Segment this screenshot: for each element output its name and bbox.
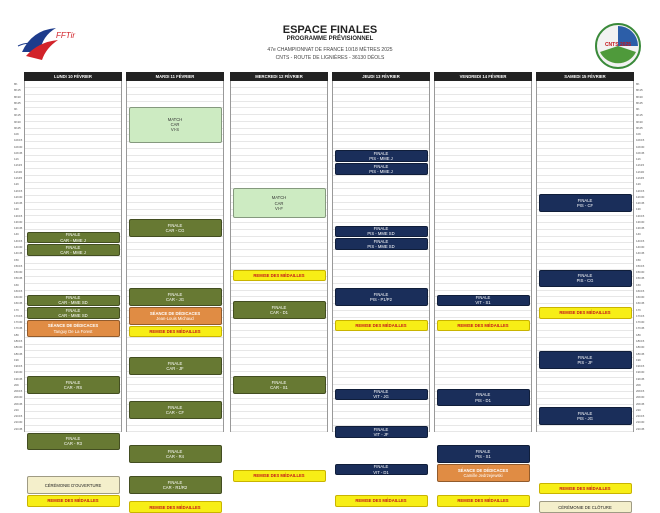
time-label: 12h15 xyxy=(636,188,645,193)
schedule-event[interactable] xyxy=(539,270,632,288)
fftir-logo xyxy=(12,22,82,66)
time-label: 11h30 xyxy=(636,169,645,174)
schedule-event[interactable] xyxy=(129,326,222,338)
schedule-event[interactable] xyxy=(437,389,530,407)
schedule-event[interactable] xyxy=(539,407,632,425)
time-label: 9h45 xyxy=(14,125,21,130)
time-label: 19h xyxy=(636,357,642,362)
event-line: VI-F xyxy=(275,205,283,211)
time-label: 14h30 xyxy=(14,244,23,249)
event-line: FINALE xyxy=(65,245,81,251)
schedule-event[interactable] xyxy=(539,351,632,369)
time-label: 21h30 xyxy=(14,420,23,425)
event-line: FINALE xyxy=(373,426,389,432)
schedule-event[interactable] xyxy=(27,232,120,244)
schedule-event[interactable] xyxy=(437,295,530,307)
time-label: 19h30 xyxy=(636,370,645,375)
schedule-event[interactable] xyxy=(233,270,326,282)
time-label: 17h45 xyxy=(14,326,23,331)
event-line: SÉANCE DE DÉDICACES xyxy=(149,310,201,316)
time-label: 13h xyxy=(14,207,20,212)
schedule-event[interactable] xyxy=(437,445,530,463)
schedule-event[interactable] xyxy=(27,244,120,256)
event-line: VIT - S1 xyxy=(475,300,491,306)
time-label: 11h xyxy=(14,157,19,162)
event-line: CAR - MME SD xyxy=(58,312,88,318)
event-line: FINALE xyxy=(167,448,183,454)
event-line: CAR - MME J xyxy=(60,237,86,243)
time-label: 18h45 xyxy=(14,351,23,356)
event-line: REMISE DES MÉDAILLES xyxy=(149,329,201,335)
day-header: SAMEDI 15 FÉVRIER xyxy=(536,72,634,81)
schedule-event[interactable] xyxy=(335,238,428,250)
time-label: 21h xyxy=(636,407,642,412)
time-label: 16h xyxy=(636,282,642,287)
time-label: 14h xyxy=(14,232,20,237)
day-timeline xyxy=(536,81,634,510)
time-label: 20h15 xyxy=(636,389,645,394)
time-label: 11h30 xyxy=(14,169,23,174)
event-line: FINALE xyxy=(475,392,491,398)
time-label: 19h30 xyxy=(14,370,23,375)
day-timeline xyxy=(24,81,122,504)
time-label: 9h xyxy=(636,107,640,112)
event-line: FINALE xyxy=(577,354,593,360)
schedule-event[interactable] xyxy=(539,483,632,495)
time-label: 16h15 xyxy=(636,288,645,293)
event-line: PIS - CF xyxy=(576,203,594,209)
time-label: 11h15 xyxy=(14,163,23,168)
time-label: 20h30 xyxy=(14,395,23,400)
event-line: CAR - MME J xyxy=(60,250,86,256)
time-label: 15h xyxy=(14,257,20,262)
schedule-event[interactable] xyxy=(335,495,428,507)
event-line: REMISE DES MÉDAILLES xyxy=(149,504,201,510)
cnts-logo-text: CNTS 2025 xyxy=(604,42,632,48)
time-label: 21h15 xyxy=(14,414,23,419)
time-label: 10h xyxy=(14,132,20,137)
schedule-event[interactable] xyxy=(129,357,222,375)
schedule-event[interactable] xyxy=(335,288,428,306)
time-label: 15h45 xyxy=(14,276,23,281)
schedule-event[interactable] xyxy=(27,495,120,507)
day-column xyxy=(332,72,430,504)
time-label: 16h xyxy=(14,282,20,287)
event-line: CAR xyxy=(274,200,284,206)
event-line: CAR - MME SD xyxy=(58,300,88,306)
event-line: Jean-Louis Michaud xyxy=(156,316,194,322)
time-label: 13h30 xyxy=(14,219,23,224)
time-label: 18h15 xyxy=(636,338,645,343)
event-line: PIS - P1/P2 xyxy=(370,297,392,303)
event-line: CAR - JG xyxy=(166,297,184,303)
time-label: 16h45 xyxy=(636,301,645,306)
schedule-event[interactable] xyxy=(129,307,222,325)
time-label: 18h45 xyxy=(636,351,645,356)
schedule-event[interactable] xyxy=(129,401,222,419)
time-label: 11h xyxy=(636,157,641,162)
time-label: 13h15 xyxy=(636,213,645,218)
time-label: 15h xyxy=(636,257,642,262)
time-label: 16h30 xyxy=(14,295,23,300)
event-line: CÉRÉMONIE D'OUVERTURE xyxy=(44,482,102,488)
time-label: 17h30 xyxy=(14,320,23,325)
event-line: FINALE xyxy=(373,464,389,470)
time-label: 10h15 xyxy=(636,138,645,143)
schedule-event[interactable] xyxy=(233,470,326,482)
time-label: 19h xyxy=(14,357,20,362)
day-header: MARDI 11 FÉVRIER xyxy=(126,72,224,81)
schedule-event[interactable] xyxy=(27,307,120,319)
time-label: 17h30 xyxy=(636,320,645,325)
event-line: CAR xyxy=(170,122,180,128)
time-label: 10h xyxy=(636,132,642,137)
time-label: 21h45 xyxy=(14,426,23,431)
event-line: CAR - RS xyxy=(63,384,83,390)
time-label: 14h45 xyxy=(636,251,645,256)
venue-address: CNTS - ROUTE DE LIGNIÈRES - 36130 DÉOLS xyxy=(275,55,385,61)
schedule-event[interactable] xyxy=(27,433,120,451)
event-line: REMISE DES MÉDAILLES xyxy=(457,322,509,328)
event-line: FINALE xyxy=(271,304,287,310)
time-label: 11h45 xyxy=(636,176,645,181)
schedule-event[interactable] xyxy=(27,376,120,394)
event-line: REMISE DES MÉDAILLES xyxy=(355,322,407,328)
time-label: 17h xyxy=(14,307,20,312)
time-label: 17h xyxy=(636,307,642,312)
time-label: 10h15 xyxy=(14,138,23,143)
event-line: FINALE xyxy=(475,295,491,301)
day-column xyxy=(434,72,532,504)
time-label: 20h45 xyxy=(14,401,23,406)
time-label: 19h45 xyxy=(636,376,645,381)
event-line: FINALE xyxy=(167,480,183,486)
time-label: 8h15 xyxy=(14,88,21,93)
event-line: REMISE DES MÉDAILLES xyxy=(47,498,99,504)
event-line: CAR - JF xyxy=(166,366,184,372)
schedule-event[interactable] xyxy=(27,295,120,307)
schedule-event[interactable] xyxy=(233,376,326,394)
event-line: PIS - CG xyxy=(576,278,594,284)
time-label: 9h xyxy=(14,107,18,112)
time-label: 15h15 xyxy=(14,263,23,268)
time-label: 13h xyxy=(636,207,642,212)
event-line: CAR - R3 xyxy=(64,441,82,447)
event-line: FINALE xyxy=(167,404,183,410)
event-line: FINALE xyxy=(167,223,183,229)
time-label: 16h45 xyxy=(14,301,23,306)
day-column xyxy=(536,72,634,510)
event-line: FINALE xyxy=(65,307,81,313)
time-label: 15h30 xyxy=(636,270,645,275)
event-line: FINALE xyxy=(65,295,81,301)
time-label: 12h45 xyxy=(636,201,645,206)
time-label: 21h30 xyxy=(636,420,645,425)
event-line: FINALE xyxy=(373,163,389,169)
schedule-event[interactable] xyxy=(437,320,530,332)
event-line: CAR - S1 xyxy=(270,384,288,390)
event-line: FINALE xyxy=(65,436,81,442)
schedule-event[interactable] xyxy=(27,320,120,338)
event-line: MATCH xyxy=(271,195,287,201)
time-label: 20h15 xyxy=(14,389,23,394)
event-line: FINALE xyxy=(167,292,183,298)
time-label: 19h45 xyxy=(14,376,23,381)
time-label: 20h30 xyxy=(636,395,645,400)
schedule-event[interactable] xyxy=(129,288,222,306)
page-subtitle: PROGRAMME PRÉVISIONNEL xyxy=(286,36,374,42)
time-label: 8h45 xyxy=(636,100,643,105)
schedule-event[interactable] xyxy=(539,501,632,513)
time-label: 8h30 xyxy=(636,94,643,99)
day-timeline xyxy=(126,81,224,510)
time-label: 16h15 xyxy=(14,288,23,293)
time-label: 10h45 xyxy=(14,150,23,155)
event-line: CAR - CG xyxy=(165,228,185,234)
schedule-event[interactable] xyxy=(539,194,632,212)
cnts-logo xyxy=(594,22,642,70)
event-line: PIS - MME J xyxy=(369,156,393,162)
day-column xyxy=(126,72,224,510)
time-label: 9h30 xyxy=(14,119,21,124)
time-label: 16h30 xyxy=(636,295,645,300)
event-line: FINALE xyxy=(65,379,81,385)
time-label: 10h45 xyxy=(636,150,645,155)
day-timeline xyxy=(332,81,430,504)
time-label: 18h xyxy=(636,332,642,337)
event-line: REMISE DES MÉDAILLES xyxy=(253,473,305,479)
event-line: REMISE DES MÉDAILLES xyxy=(355,498,407,504)
time-label: 8h xyxy=(636,82,640,86)
event-line: FINALE xyxy=(475,448,491,454)
event-line: VIT - JF xyxy=(373,431,389,437)
event-line: REMISE DES MÉDAILLES xyxy=(457,498,509,504)
time-label: 11h15 xyxy=(636,163,645,168)
time-label: 14h15 xyxy=(636,238,645,243)
event-line: CAR - R1/R2 xyxy=(162,485,188,491)
event-line: REMISE DES MÉDAILLES xyxy=(559,485,611,491)
day-timeline xyxy=(434,81,532,504)
event-line: FINALE xyxy=(373,238,389,244)
schedule-event[interactable] xyxy=(437,495,530,507)
schedule-event[interactable] xyxy=(335,163,428,175)
time-column-left xyxy=(14,81,24,432)
time-label: 20h xyxy=(14,382,20,387)
event-line: CAR - CF xyxy=(165,410,185,416)
day-header: LUNDI 10 FÉVRIER xyxy=(24,72,122,81)
event-line: FINALE xyxy=(577,411,593,417)
time-label: 12h30 xyxy=(636,194,645,199)
event-line: CAR - R4 xyxy=(166,453,184,459)
time-label: 13h45 xyxy=(14,226,23,231)
schedule-event[interactable] xyxy=(335,320,428,332)
time-label: 13h30 xyxy=(636,219,645,224)
time-label: 20h xyxy=(636,382,642,387)
time-label: 19h15 xyxy=(14,364,23,369)
time-label: 17h15 xyxy=(14,313,23,318)
event-line: PIS - D1 xyxy=(475,397,491,403)
event-line: PIS - MME SD xyxy=(367,231,395,237)
time-label: 8h30 xyxy=(14,94,21,99)
day-header: MERCREDI 12 FÉVRIER xyxy=(230,72,328,81)
time-label: 21h45 xyxy=(636,426,645,431)
event-line: FINALE xyxy=(373,151,389,156)
time-label: 11h45 xyxy=(14,176,23,181)
schedule-event[interactable] xyxy=(129,501,222,513)
event-line: FINALE xyxy=(65,232,81,238)
day-header: JEUDI 13 FÉVRIER xyxy=(332,72,430,81)
time-label: 18h15 xyxy=(14,338,23,343)
event-line: FINALE xyxy=(271,379,287,385)
day-column xyxy=(230,72,328,479)
time-column-right xyxy=(636,81,646,432)
event-line: FINALE xyxy=(167,360,183,366)
event-line: PIS - MME SD xyxy=(367,243,395,249)
time-label: 21h15 xyxy=(636,414,645,419)
event-line: PIS - S1 xyxy=(475,453,491,459)
time-label: 12h45 xyxy=(14,201,23,206)
time-label: 20h45 xyxy=(636,401,645,406)
schedule-event[interactable] xyxy=(539,307,632,319)
time-label: 12h15 xyxy=(14,188,23,193)
schedule-event[interactable] xyxy=(27,476,120,494)
event-line: FINALE xyxy=(577,198,593,203)
event-line: MATCH xyxy=(167,117,183,123)
time-label: 18h30 xyxy=(636,345,645,350)
time-label: 9h15 xyxy=(14,113,21,118)
time-label: 18h xyxy=(14,332,20,337)
event-line: REMISE DES MÉDAILLES xyxy=(559,310,611,316)
time-label: 15h30 xyxy=(14,270,23,275)
time-label: 12h30 xyxy=(14,194,23,199)
time-label: 15h45 xyxy=(636,276,645,281)
time-label: 15h15 xyxy=(636,263,645,268)
event-line: Tanguy De La Forest xyxy=(53,328,93,334)
championship-info: 47e CHAMPIONNAT DE FRANCE 10/18 MÈTRES 2025 xyxy=(267,47,393,53)
time-label: 8h15 xyxy=(636,88,643,93)
schedule-event[interactable] xyxy=(335,389,428,401)
time-label: 12h xyxy=(636,182,642,187)
event-line: CAR - D1 xyxy=(270,309,288,315)
time-label: 9h45 xyxy=(636,125,643,130)
schedule-event[interactable] xyxy=(335,464,428,476)
schedule-event[interactable] xyxy=(129,219,222,237)
event-line: PIS - MME J xyxy=(369,168,393,174)
event-line: REMISE DES MÉDAILLES xyxy=(253,272,305,278)
schedule-event[interactable] xyxy=(335,150,428,162)
event-line: FINALE xyxy=(373,226,389,232)
event-line: CÉRÉMONIE DE CLÔTURE xyxy=(558,504,612,510)
event-line: PIS - JF xyxy=(577,359,593,365)
time-label: 14h xyxy=(636,232,642,237)
time-label: 21h xyxy=(14,407,20,412)
time-label: 14h30 xyxy=(636,244,645,249)
time-label: 13h45 xyxy=(636,226,645,231)
time-label: 8h45 xyxy=(14,100,21,105)
time-label: 17h45 xyxy=(636,326,645,331)
schedule-event[interactable] xyxy=(233,188,326,218)
schedule-event[interactable] xyxy=(335,426,428,438)
event-line: FINALE xyxy=(373,389,389,395)
day-header: VENDREDI 14 FÉVRIER xyxy=(434,72,532,81)
day-column xyxy=(24,72,122,504)
event-line: SÉANCE DE DÉDICACES xyxy=(457,467,509,473)
time-label: 10h30 xyxy=(636,144,645,149)
time-label: 14h15 xyxy=(14,238,23,243)
event-line: VI-S xyxy=(170,127,180,133)
schedule-event[interactable] xyxy=(335,226,428,238)
time-label: 14h45 xyxy=(14,251,23,256)
event-line: Camille Jedrzejewski xyxy=(463,472,503,478)
time-label: 10h30 xyxy=(14,144,23,149)
time-label: 13h15 xyxy=(14,213,23,218)
fftir-logo-text: FFTir xyxy=(56,31,76,40)
schedule-event[interactable] xyxy=(129,445,222,463)
time-label: 12h xyxy=(14,182,20,187)
time-label: 9h15 xyxy=(636,113,643,118)
time-label: 19h15 xyxy=(636,364,645,369)
time-label: 9h30 xyxy=(636,119,643,124)
event-line: FINALE xyxy=(373,292,389,298)
time-label: 17h15 xyxy=(636,313,645,318)
event-line: FINALE xyxy=(577,273,593,279)
schedule-event[interactable] xyxy=(129,107,222,144)
schedule-event[interactable] xyxy=(129,476,222,494)
time-label: 18h30 xyxy=(14,345,23,350)
event-line: PIS - JG xyxy=(577,416,593,422)
page-title: ESPACE FINALES xyxy=(282,24,378,36)
time-label: 8h xyxy=(14,82,18,86)
schedule-event[interactable] xyxy=(437,464,530,482)
event-line: VIT - D1 xyxy=(373,469,389,475)
schedule-event[interactable] xyxy=(233,301,326,319)
event-line: SÉANCE DE DÉDICACES xyxy=(47,323,99,329)
event-line: VIT - JG xyxy=(373,394,389,400)
day-timeline xyxy=(230,81,328,479)
